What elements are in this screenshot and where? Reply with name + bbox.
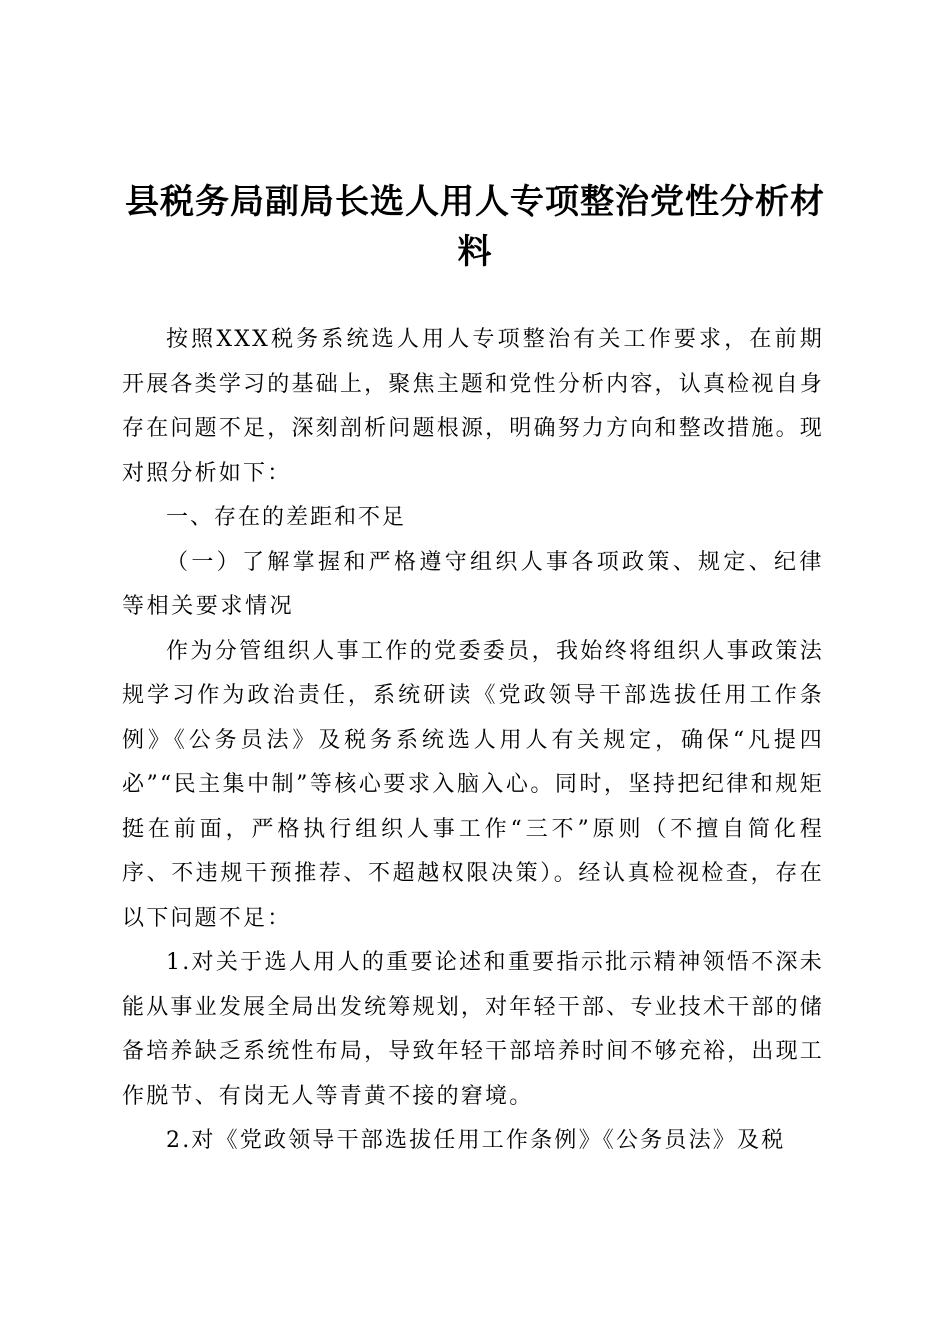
section-heading-1: 一、存在的差距和不足 (166, 505, 407, 530)
intro-paragraph: 按照XXX税务系统选人用人专项整治有关工作要求，在前期开展各类学习的基础上，聚焦主题和党性分析内容，认真检视自身存在问题不足，深刻剖析问题根源，明确努力方向和整改措施。现对照分析如下： (122, 327, 824, 486)
list-item-2: 2.对《党政领导干部选拔任用工作条例》《公务员法》及税 (166, 1128, 786, 1153)
document-body (122, 318, 824, 1164)
document-title: 县税务局副局长选人用人专项整治党性分析材料 (125, 182, 825, 272)
body-paragraph-1: 作为分管组织人事工作的党委委员，我始终将组织人事政策法规学习作为政治责任，系统研读《党政领导干部选拔任用工作条例》《公务员法》及税务系统选人用人有关规定，确保“凡提四必”“民主集中制”等核心要求入脑入心。同时，坚持把纪律和规矩挺在前面，严格执行组织人事工作“三不”原则（不擅自简化程序、不违规干预推荐、不超越权限决策）。经认真检视检查，存在以下问题不足： (122, 638, 824, 931)
subsection-heading-1-1: （一）了解掌握和严格遵守组织人事各项政策、规定、纪律等相关要求情况 (122, 549, 824, 619)
list-item-1: 1.对关于选人用人的重要论述和重要指示批示精神领悟不深未能从事业发展全局出发统筹规划，对年轻干部、专业技术干部的储备培养缺乏系统性布局，导致年轻干部培养时间不够充裕，出现工作脱节、有岗无人等青黄不接的窘境。 (122, 950, 824, 1109)
